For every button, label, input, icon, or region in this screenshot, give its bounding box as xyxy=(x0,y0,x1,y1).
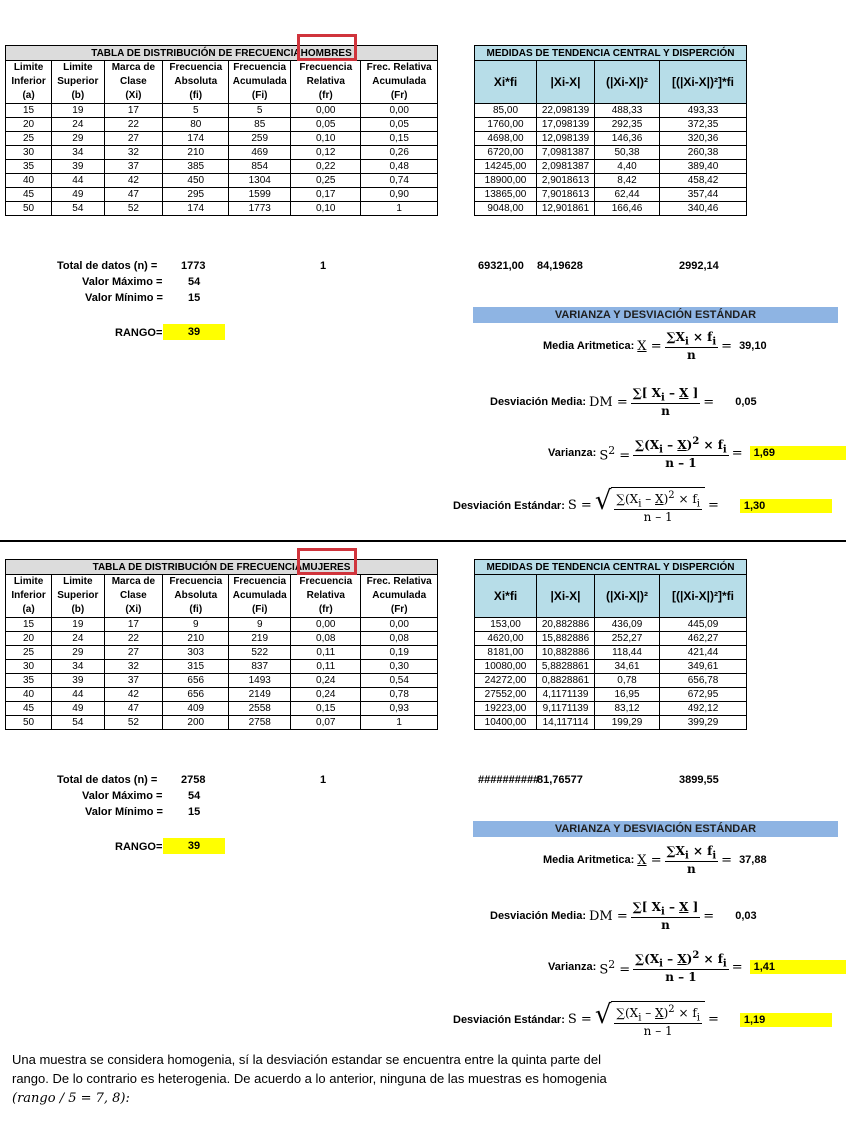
table-cell: 2,0981387 xyxy=(537,160,595,174)
table-cell: 25 xyxy=(6,132,52,146)
table-row xyxy=(475,632,747,646)
table-cell: 22 xyxy=(104,632,163,646)
mean-deviation-value: 0,05 xyxy=(735,396,757,409)
table-cell: 450 xyxy=(163,174,229,188)
table-cell: 199,29 xyxy=(595,716,660,730)
table-cell: 0,11 xyxy=(291,646,361,660)
std-deviation-value: 1,19 xyxy=(740,1013,832,1027)
table-row xyxy=(475,174,747,188)
table-cell: 62,44 xyxy=(595,188,660,202)
table-cell: 42 xyxy=(104,174,163,188)
table-cell: 837 xyxy=(229,660,291,674)
table-cell: 16,95 xyxy=(595,688,660,702)
table-cell: 54 xyxy=(52,716,104,730)
max-label: Valor Máximo = xyxy=(82,276,163,288)
table-cell: 7,9018613 xyxy=(537,188,595,202)
table-cell: 118,44 xyxy=(595,646,660,660)
table-cell: 24 xyxy=(52,632,104,646)
table-cell: 174 xyxy=(163,202,229,216)
group-label: HOMBRES xyxy=(300,47,352,59)
total-label: Total de datos (n) = xyxy=(57,774,158,786)
range-label: RANGO= xyxy=(115,841,163,853)
table-cell: 20 xyxy=(6,632,52,646)
table-row xyxy=(6,716,438,730)
table-cell: 15 xyxy=(6,104,52,118)
table-cell: 0,00 xyxy=(361,104,438,118)
frequency-table xyxy=(5,559,438,730)
table-cell: 39 xyxy=(52,674,104,688)
sum-abs-dev: 81,76577 xyxy=(537,774,583,786)
table-cell: 35 xyxy=(6,674,52,688)
table-cell: 1304 xyxy=(229,174,291,188)
table-cell: 0,12 xyxy=(291,146,361,160)
table-cell: 34 xyxy=(52,146,104,160)
table-cell: 260,38 xyxy=(660,146,747,160)
table-row xyxy=(6,674,438,688)
table-cell: 15 xyxy=(6,618,52,632)
table-cell: 27 xyxy=(104,132,163,146)
fr-sum: 1 xyxy=(320,260,327,272)
table-cell: 4698,00 xyxy=(475,132,537,146)
max-value: 54 xyxy=(188,790,201,802)
table-cell: 0,10 xyxy=(291,202,361,216)
table-cell: 0,00 xyxy=(291,618,361,632)
table-cell: 24 xyxy=(52,118,104,132)
table-cell: 9,1171139 xyxy=(537,702,595,716)
table-cell: 166,46 xyxy=(595,202,660,216)
table-cell: 27552,00 xyxy=(475,688,537,702)
table-cell: 146,36 xyxy=(595,132,660,146)
total-value: 1773 xyxy=(181,260,206,272)
table-cell: 462,27 xyxy=(660,632,747,646)
table-cell: 29 xyxy=(52,132,104,146)
table-row xyxy=(6,688,438,702)
table-cell: 210 xyxy=(163,146,229,160)
column-header: |Xi-X| xyxy=(537,575,595,618)
table-cell: 458,42 xyxy=(660,174,747,188)
table-cell: 1773 xyxy=(229,202,291,216)
table-cell: 47 xyxy=(104,188,163,202)
min-value: 15 xyxy=(188,292,201,304)
table-cell: 0,15 xyxy=(291,702,361,716)
column-header: Frecuencia Relativa (fr) xyxy=(291,575,361,618)
column-header: (|Xi-X|)² xyxy=(595,575,660,618)
frequency-table xyxy=(5,45,438,216)
table-cell: 488,33 xyxy=(595,104,660,118)
column-header: |Xi-X| xyxy=(537,61,595,104)
frequency-table-title: TABLA DE DISTRIBUCIÓN DE FRECUENCIAHOMBRES xyxy=(6,46,438,61)
table-cell: 35 xyxy=(6,160,52,174)
mean-formula: Media Aritmetica: X = $\frac{\sum X_i \times f_i}{n}$ = 39,10 xyxy=(543,330,767,363)
table-row xyxy=(6,146,438,160)
column-header: Limite Superior (b) xyxy=(52,575,104,618)
table-cell: 1 xyxy=(361,202,438,216)
table-cell: 2758 xyxy=(229,716,291,730)
max-value: 54 xyxy=(188,276,201,288)
measures-table-title: MEDIDAS DE TENDENCIA CENTRAL Y DISPERCIÓN xyxy=(475,46,747,61)
table-cell: 7,0981387 xyxy=(537,146,595,160)
column-header: Limite Superior (b) xyxy=(52,61,104,104)
table-row xyxy=(6,188,438,202)
column-header: [(|Xi-X|)²]*fi xyxy=(660,575,747,618)
table-cell: 174 xyxy=(163,132,229,146)
table-cell: 0,78 xyxy=(595,674,660,688)
table-cell: 5 xyxy=(163,104,229,118)
table-cell: 50 xyxy=(6,202,52,216)
table-cell: 0,17 xyxy=(291,188,361,202)
table-cell: 372,35 xyxy=(660,118,747,132)
table-cell: 34,61 xyxy=(595,660,660,674)
table-cell: 522 xyxy=(229,646,291,660)
table-row xyxy=(6,160,438,174)
table-cell: 54 xyxy=(52,202,104,216)
table-row xyxy=(475,660,747,674)
min-label: Valor Mínimo = xyxy=(85,806,163,818)
table-cell: 37 xyxy=(104,674,163,688)
table-cell: 5 xyxy=(229,104,291,118)
table-cell: 854 xyxy=(229,160,291,174)
table-cell: 493,33 xyxy=(660,104,747,118)
table-cell: 47 xyxy=(104,702,163,716)
mean-deviation-formula: Desviación Media: DM = $\frac{\sum[ X_i - X ]}{n}$ = 0,05 xyxy=(490,386,757,419)
table-cell: 15,882886 xyxy=(537,632,595,646)
table-row xyxy=(475,132,747,146)
table-cell: 315 xyxy=(163,660,229,674)
column-header: [(|Xi-X|)²]*fi xyxy=(660,61,747,104)
table-cell: 42 xyxy=(104,688,163,702)
table-cell: 8,42 xyxy=(595,174,660,188)
table-cell: 0,93 xyxy=(361,702,438,716)
table-cell: 13865,00 xyxy=(475,188,537,202)
table-cell: 2,9018613 xyxy=(537,174,595,188)
sum-xifi: 69321,00 xyxy=(478,260,524,272)
table-cell: 85 xyxy=(229,118,291,132)
mean-formula: Media Aritmetica: X = $\frac{\sum X_i \times f_i}{n}$ = 37,88 xyxy=(543,844,767,877)
table-row xyxy=(475,188,747,202)
frequency-table-title: TABLA DE DISTRIBUCIÓN DE FRECUENCIAMUJERES xyxy=(6,560,438,575)
table-row xyxy=(475,160,747,174)
mean-deviation-value: 0,03 xyxy=(735,910,757,923)
variance-section-title: VARIANZA Y DESVIACIÓN ESTÁNDAR xyxy=(473,307,838,323)
table-cell: 45 xyxy=(6,188,52,202)
table-row xyxy=(475,146,747,160)
table-cell: 303 xyxy=(163,646,229,660)
table-cell: 656 xyxy=(163,688,229,702)
table-row xyxy=(475,716,747,730)
table-cell: 30 xyxy=(6,660,52,674)
table-cell: 200 xyxy=(163,716,229,730)
table-cell: 12,098139 xyxy=(537,132,595,146)
table-row xyxy=(6,702,438,716)
sum-sq-dev: 2992,14 xyxy=(679,260,719,272)
table-cell: 492,12 xyxy=(660,702,747,716)
table-cell: 4,1171139 xyxy=(537,688,595,702)
table-cell: 0,08 xyxy=(291,632,361,646)
table-row xyxy=(6,202,438,216)
mean-deviation-formula: Desviación Media: DM = $\frac{\sum[ X_i - X ]}{n}$ = 0,03 xyxy=(490,900,757,933)
table-cell: 385 xyxy=(163,160,229,174)
table-cell: 0,19 xyxy=(361,646,438,660)
column-header: Frecuencia Acumulada (Fi) xyxy=(229,61,291,104)
group-highlight-box xyxy=(297,548,357,575)
column-header: Frec. Relativa Acumulada (Fr) xyxy=(361,61,438,104)
table-cell: 0,00 xyxy=(291,104,361,118)
table-cell: 17 xyxy=(104,618,163,632)
column-header: Xi*fi xyxy=(475,61,537,104)
std-deviation-formula: Desviación Estándar: S = √ $\frac{\sum(X_i - X)^2 \times f_i}{n - 1}$ = 1,19 xyxy=(453,1001,832,1038)
table-cell: 0,08 xyxy=(361,632,438,646)
table-cell: 19 xyxy=(52,618,104,632)
measures-table-title: MEDIDAS DE TENDENCIA CENTRAL Y DISPERCIÓN xyxy=(475,560,747,575)
table-cell: 17,098139 xyxy=(537,118,595,132)
table-cell: 10,882886 xyxy=(537,646,595,660)
table-cell: 4620,00 xyxy=(475,632,537,646)
table-cell: 409 xyxy=(163,702,229,716)
table-cell: 27 xyxy=(104,646,163,660)
table-cell: 0,74 xyxy=(361,174,438,188)
table-cell: 1760,00 xyxy=(475,118,537,132)
table-cell: 37 xyxy=(104,160,163,174)
variance-formula: Varianza: $S^2$ = $\frac{\sum(X_i - X)^2 \times f_i}{n - 1}$ = 1,41 xyxy=(548,950,846,984)
table-cell: 50 xyxy=(6,716,52,730)
table-cell: 357,44 xyxy=(660,188,747,202)
fr-sum: 1 xyxy=(320,774,327,786)
column-header: Marca de Clase (Xi) xyxy=(104,575,163,618)
conclusion-formula: (rango / 5 = 7, 8): xyxy=(12,1091,130,1106)
table-cell: 30 xyxy=(6,146,52,160)
table-row xyxy=(6,660,438,674)
table-cell: 5,8828861 xyxy=(537,660,595,674)
table-cell: 320,36 xyxy=(660,132,747,146)
table-cell: 9 xyxy=(229,618,291,632)
conclusion-text: Una muestra se considera homogenia, sí la desviación estandar se encuentra entre la quinta parte del rango. De lo contrario es heterogenia. De acuerdo a lo anterior, ninguna de las muestras es homogenia (rango / 5 = 7, 8): xyxy=(12,1052,607,1106)
table-cell: 1599 xyxy=(229,188,291,202)
table-row xyxy=(475,702,747,716)
table-cell: 656,78 xyxy=(660,674,747,688)
table-cell: 0,25 xyxy=(291,174,361,188)
table-cell: 0,78 xyxy=(361,688,438,702)
table-cell: 469 xyxy=(229,146,291,160)
std-deviation-formula: Desviación Estándar: S = √ $\frac{\sum(X_i - X)^2 \times f_i}{n - 1}$ = 1,30 xyxy=(453,487,832,524)
table-cell: 0,90 xyxy=(361,188,438,202)
table-cell: 259 xyxy=(229,132,291,146)
table-cell: 6720,00 xyxy=(475,146,537,160)
table-cell: 295 xyxy=(163,188,229,202)
table-row xyxy=(475,104,747,118)
table-cell: 9 xyxy=(163,618,229,632)
table-cell: 22 xyxy=(104,118,163,132)
table-cell: 210 xyxy=(163,632,229,646)
column-header: Frecuencia Absoluta (fi) xyxy=(163,61,229,104)
table-row xyxy=(475,646,747,660)
table-row xyxy=(475,674,747,688)
column-header: Frecuencia Acumulada (Fi) xyxy=(229,575,291,618)
table-cell: 44 xyxy=(52,174,104,188)
mean-value: 37,88 xyxy=(739,854,767,867)
table-row xyxy=(6,132,438,146)
table-cell: 399,29 xyxy=(660,716,747,730)
table-cell: 0,07 xyxy=(291,716,361,730)
table-cell: 0,05 xyxy=(291,118,361,132)
column-header: Limite Inferior (a) xyxy=(6,575,52,618)
table-cell: 2149 xyxy=(229,688,291,702)
table-cell: 14,117114 xyxy=(537,716,595,730)
column-header: Limite Inferior (a) xyxy=(6,61,52,104)
table-cell: 83,12 xyxy=(595,702,660,716)
column-header: (|Xi-X|)² xyxy=(595,61,660,104)
mean-value: 39,10 xyxy=(739,340,767,353)
table-cell: 85,00 xyxy=(475,104,537,118)
variance-value: 1,41 xyxy=(750,960,846,974)
table-cell: 34 xyxy=(52,660,104,674)
table-cell: 32 xyxy=(104,660,163,674)
sum-abs-dev: 84,19628 xyxy=(537,260,583,272)
table-cell: 436,09 xyxy=(595,618,660,632)
table-row xyxy=(475,688,747,702)
table-cell: 80 xyxy=(163,118,229,132)
variance-section-title: VARIANZA Y DESVIACIÓN ESTÁNDAR xyxy=(473,821,838,837)
column-header: Xi*fi xyxy=(475,575,537,618)
column-header: Frecuencia Relativa (fr) xyxy=(291,61,361,104)
table-row xyxy=(6,632,438,646)
sum-sq-dev: 3899,55 xyxy=(679,774,719,786)
table-cell: 52 xyxy=(104,202,163,216)
table-cell: 50,38 xyxy=(595,146,660,160)
table-cell: 12,901861 xyxy=(537,202,595,216)
table-cell: 20,882886 xyxy=(537,618,595,632)
table-row xyxy=(6,118,438,132)
table-cell: 44 xyxy=(52,688,104,702)
table-row xyxy=(6,646,438,660)
table-cell: 672,95 xyxy=(660,688,747,702)
table-cell: 0,8828861 xyxy=(537,674,595,688)
table-cell: 19 xyxy=(52,104,104,118)
table-cell: 40 xyxy=(6,688,52,702)
table-cell: 0,26 xyxy=(361,146,438,160)
range-value: 39 xyxy=(163,838,225,854)
table-cell: 0,48 xyxy=(361,160,438,174)
table-cell: 1 xyxy=(361,716,438,730)
table-cell: 0,54 xyxy=(361,674,438,688)
table-cell: 9048,00 xyxy=(475,202,537,216)
table-cell: 219 xyxy=(229,632,291,646)
table-row xyxy=(475,202,747,216)
table-cell: 10400,00 xyxy=(475,716,537,730)
measures-table xyxy=(474,559,747,730)
variance-formula: Varianza: $S^2$ = $\frac{\sum(X_i - X)^2 \times f_i}{n - 1}$ = 1,69 xyxy=(548,436,846,470)
total-label: Total de datos (n) = xyxy=(57,260,158,272)
group-label: MUJERES xyxy=(302,561,351,573)
table-row xyxy=(475,118,747,132)
table-cell: 17 xyxy=(104,104,163,118)
table-cell: 0,15 xyxy=(361,132,438,146)
table-cell: 0,00 xyxy=(361,618,438,632)
min-label: Valor Mínimo = xyxy=(85,292,163,304)
table-cell: 25 xyxy=(6,646,52,660)
table-cell: 445,09 xyxy=(660,618,747,632)
table-cell: 10080,00 xyxy=(475,660,537,674)
table-row xyxy=(6,618,438,632)
table-cell: 1493 xyxy=(229,674,291,688)
table-cell: 29 xyxy=(52,646,104,660)
max-label: Valor Máximo = xyxy=(82,790,163,802)
table-cell: 340,46 xyxy=(660,202,747,216)
column-header: Frec. Relativa Acumulada (Fr) xyxy=(361,575,438,618)
table-row xyxy=(475,618,747,632)
table-cell: 0,24 xyxy=(291,688,361,702)
table-cell: 656 xyxy=(163,674,229,688)
section-divider xyxy=(0,540,846,542)
table-cell: 0,10 xyxy=(291,132,361,146)
table-cell: 292,35 xyxy=(595,118,660,132)
table-cell: 40 xyxy=(6,174,52,188)
table-cell: 0,05 xyxy=(361,118,438,132)
table-cell: 22,098139 xyxy=(537,104,595,118)
variance-value: 1,69 xyxy=(750,446,846,460)
table-cell: 389,40 xyxy=(660,160,747,174)
table-cell: 45 xyxy=(6,702,52,716)
table-cell: 8181,00 xyxy=(475,646,537,660)
table-cell: 252,27 xyxy=(595,632,660,646)
table-cell: 421,44 xyxy=(660,646,747,660)
table-cell: 14245,00 xyxy=(475,160,537,174)
table-row xyxy=(6,174,438,188)
table-cell: 49 xyxy=(52,702,104,716)
column-header: Frecuencia Absoluta (fi) xyxy=(163,575,229,618)
table-cell: 32 xyxy=(104,146,163,160)
table-cell: 24272,00 xyxy=(475,674,537,688)
table-cell: 4,40 xyxy=(595,160,660,174)
table-cell: 0,11 xyxy=(291,660,361,674)
group-highlight-box xyxy=(297,34,357,61)
table-cell: 18900,00 xyxy=(475,174,537,188)
range-value: 39 xyxy=(163,324,225,340)
measures-table xyxy=(474,45,747,216)
sum-xifi: ########## xyxy=(478,774,540,786)
table-cell: 0,22 xyxy=(291,160,361,174)
table-cell: 0,30 xyxy=(361,660,438,674)
std-deviation-value: 1,30 xyxy=(740,499,832,513)
table-cell: 153,00 xyxy=(475,618,537,632)
table-cell: 52 xyxy=(104,716,163,730)
column-header: Marca de Clase (Xi) xyxy=(104,61,163,104)
range-label: RANGO= xyxy=(115,327,163,339)
table-cell: 0,24 xyxy=(291,674,361,688)
table-cell: 2558 xyxy=(229,702,291,716)
total-value: 2758 xyxy=(181,774,206,786)
min-value: 15 xyxy=(188,806,201,818)
table-cell: 49 xyxy=(52,188,104,202)
table-cell: 349,61 xyxy=(660,660,747,674)
table-cell: 39 xyxy=(52,160,104,174)
table-cell: 19223,00 xyxy=(475,702,537,716)
table-cell: 20 xyxy=(6,118,52,132)
table-row xyxy=(6,104,438,118)
